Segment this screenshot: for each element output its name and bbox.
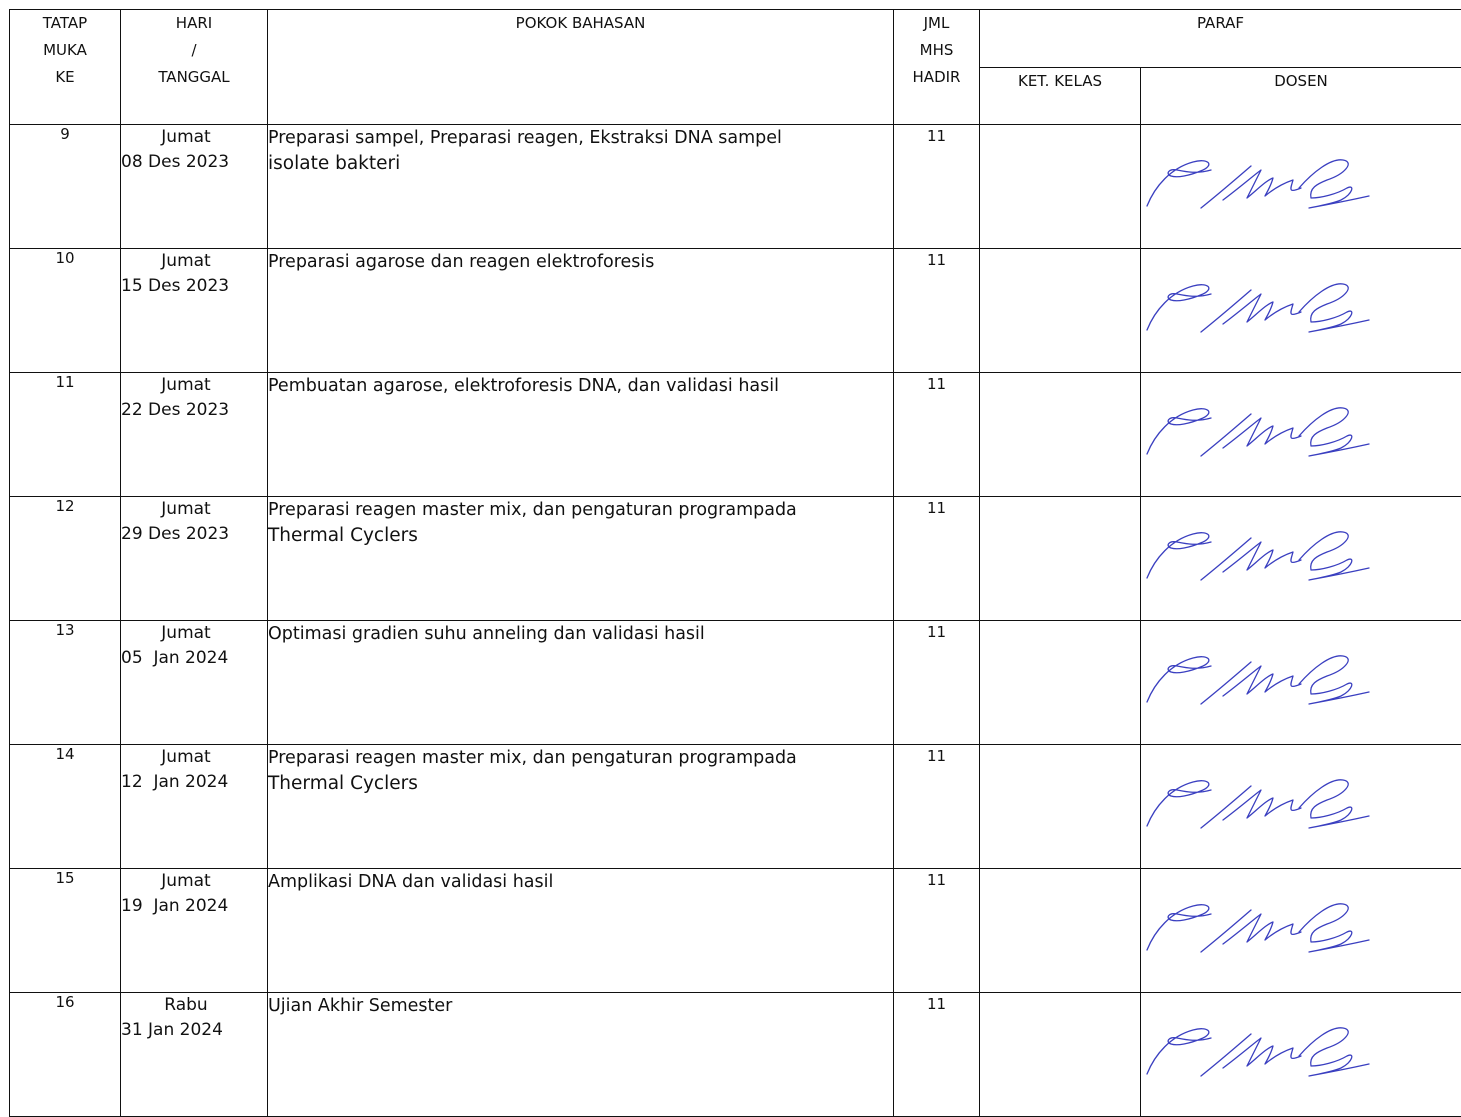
header-jml: JML: [894, 10, 979, 37]
topic-line: Thermal Cyclers: [268, 771, 893, 797]
col-header-dosen: DOSEN: [1141, 68, 1461, 125]
date-text: 12 Jan 2024: [121, 770, 267, 795]
attendance-count: 11: [894, 745, 980, 869]
topic-line: isolate bakteri: [268, 151, 893, 177]
day-name: Jumat: [121, 249, 267, 274]
lecturer-signature-cell: [1141, 621, 1461, 745]
class-note-cell: [980, 249, 1141, 373]
table-row: [10, 993, 1461, 1117]
topic-line: Preparasi reagen master mix, dan pengaturan programpada: [268, 745, 893, 771]
col-header-tatap-muka-ke: [10, 10, 121, 125]
topic-line: Ujian Akhir Semester: [268, 993, 893, 1019]
signature-icon: [1141, 520, 1373, 590]
day-name: Jumat: [121, 373, 267, 398]
table-row: [10, 869, 1461, 993]
meeting-number: 13: [10, 621, 121, 745]
topic-cell: [268, 125, 894, 249]
lecturer-signature-cell: [1141, 125, 1461, 249]
attendance-table: [9, 9, 1461, 1117]
meeting-number: 12: [10, 497, 121, 621]
header-muka: MUKA: [10, 37, 120, 64]
attendance-count: 11: [894, 249, 980, 373]
col-header-paraf: PARAF: [980, 10, 1461, 68]
class-note-cell: [980, 745, 1141, 869]
day-date-cell: [121, 125, 268, 249]
table-row: [10, 497, 1461, 621]
day-name: Jumat: [121, 125, 267, 150]
lecturer-signature-cell: [1141, 497, 1461, 621]
topic-line: Thermal Cyclers: [268, 523, 893, 549]
day-date-cell: [121, 497, 268, 621]
header-tatap: TATAP: [10, 10, 120, 37]
signature-icon: [1141, 272, 1373, 342]
topic-line: Amplikasi DNA dan validasi hasil: [268, 869, 893, 895]
date-text: 31 Jan 2024: [121, 1018, 267, 1043]
day-date-cell: [121, 993, 268, 1117]
class-note-cell: [980, 993, 1141, 1117]
date-text: 08 Des 2023: [121, 150, 267, 175]
meeting-number: 16: [10, 993, 121, 1117]
day-name: Jumat: [121, 745, 267, 770]
topic-line: Preparasi agarose dan reagen elektroforesis: [268, 249, 893, 275]
date-text: 19 Jan 2024: [121, 894, 267, 919]
table-row: [10, 125, 1461, 249]
day-date-cell: [121, 249, 268, 373]
signature-icon: [1141, 148, 1373, 218]
col-header-jml-mhs-hadir: [894, 10, 980, 125]
signature-icon: [1141, 1016, 1373, 1086]
meeting-number: 11: [10, 373, 121, 497]
header-hadir: HADIR: [894, 64, 979, 91]
table-row: [10, 249, 1461, 373]
table-row: [10, 745, 1461, 869]
date-text: 29 Des 2023: [121, 522, 267, 547]
signature-icon: [1141, 644, 1373, 714]
attendance-count: 11: [894, 125, 980, 249]
topic-cell: [268, 621, 894, 745]
meeting-number: 10: [10, 249, 121, 373]
meeting-number: 15: [10, 869, 121, 993]
header-mhs: MHS: [894, 37, 979, 64]
attendance-count: 11: [894, 993, 980, 1117]
meeting-number: 14: [10, 745, 121, 869]
lecturer-signature-cell: [1141, 249, 1461, 373]
class-note-cell: [980, 621, 1141, 745]
topic-cell: [268, 745, 894, 869]
day-date-cell: [121, 621, 268, 745]
col-header-pokok-bahasan: POKOK BAHASAN: [268, 10, 894, 125]
day-date-cell: [121, 373, 268, 497]
day-name: Jumat: [121, 497, 267, 522]
signature-icon: [1141, 892, 1373, 962]
lecturer-signature-cell: [1141, 745, 1461, 869]
attendance-count: 11: [894, 497, 980, 621]
topic-line: Preparasi sampel, Preparasi reagen, Ekstraksi DNA sampel: [268, 125, 893, 151]
topic-cell: [268, 497, 894, 621]
table-row: [10, 373, 1461, 497]
signature-icon: [1141, 768, 1373, 838]
day-name: Jumat: [121, 869, 267, 894]
date-text: 15 Des 2023: [121, 274, 267, 299]
topic-cell: [268, 869, 894, 993]
day-date-cell: [121, 869, 268, 993]
class-note-cell: [980, 125, 1141, 249]
topic-cell: [268, 373, 894, 497]
lecturer-signature-cell: [1141, 993, 1461, 1117]
topic-line: Preparasi reagen master mix, dan pengaturan programpada: [268, 497, 893, 523]
date-text: 05 Jan 2024: [121, 646, 267, 671]
header-hari: HARI: [121, 10, 267, 37]
topic-cell: [268, 993, 894, 1117]
lecturer-signature-cell: [1141, 869, 1461, 993]
day-name: Rabu: [121, 993, 267, 1018]
class-note-cell: [980, 497, 1141, 621]
attendance-count: 11: [894, 373, 980, 497]
class-note-cell: [980, 373, 1141, 497]
signature-icon: [1141, 396, 1373, 466]
table-row: [10, 621, 1461, 745]
header-tanggal: TANGGAL: [121, 64, 267, 91]
topic-line: Pembuatan agarose, elektroforesis DNA, dan validasi hasil: [268, 373, 893, 399]
attendance-count: 11: [894, 621, 980, 745]
col-header-ket-kelas: KET. KELAS: [980, 68, 1141, 125]
day-date-cell: [121, 745, 268, 869]
header-slash: /: [121, 37, 267, 64]
class-note-cell: [980, 869, 1141, 993]
day-name: Jumat: [121, 621, 267, 646]
topic-cell: [268, 249, 894, 373]
col-header-hari-tanggal: [121, 10, 268, 125]
date-text: 22 Des 2023: [121, 398, 267, 423]
lecturer-signature-cell: [1141, 373, 1461, 497]
attendance-count: 11: [894, 869, 980, 993]
topic-line: Optimasi gradien suhu anneling dan validasi hasil: [268, 621, 893, 647]
meeting-number: 9: [10, 125, 121, 249]
header-ke: KE: [10, 64, 120, 91]
